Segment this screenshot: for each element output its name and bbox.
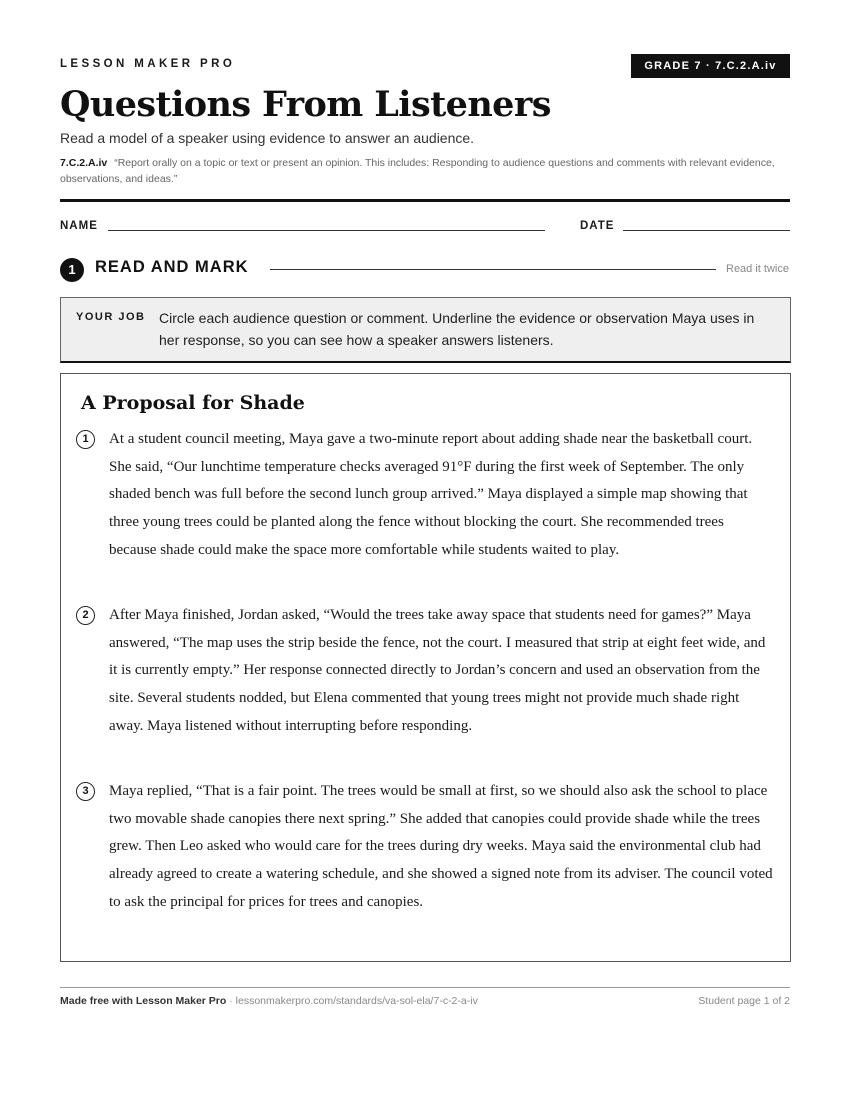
grade-badge: GRADE 7 · 7.C.2.A.iv	[631, 54, 790, 78]
standard-text: “Report orally on a topic or text or present an opinion. This includes: Responding to audience questions and comments with relevant evidence, observations, and ideas.”	[60, 157, 775, 185]
page-title: Questions From Listeners	[60, 84, 551, 125]
paragraph-number-2: 2	[76, 606, 95, 625]
passage-box	[60, 373, 791, 962]
section-number-badge: 1	[60, 258, 84, 282]
paragraph-3: Maya replied, “That is a fair point. The trees would be small at first, so we should also ask the school to place two movable shade canopies there next spring.” She added that canopies could provide shade while the trees grew. Then Leo asked who would care for the trees during dry weeks. Maya said the environmental club had already agreed to create a watering schedule, and she showed a signed note from its adviser. The council voted to ask the principal for prices for trees and canopies.	[109, 783, 773, 910]
footer-divider	[60, 987, 790, 988]
name-field[interactable]	[108, 230, 545, 231]
date-label: DATE	[580, 220, 615, 232]
footer-made-with: Made free with Lesson Maker Pro	[60, 995, 227, 1007]
name-label: NAME	[60, 220, 98, 232]
passage-title: A Proposal for Shade	[81, 392, 305, 414]
footer-page-number: Student page 1 of 2	[698, 995, 790, 1007]
date-field[interactable]	[623, 230, 790, 231]
paragraph-1: At a student council meeting, Maya gave a two-minute report about adding shade near the basketball court. She said, “Our lunchtime temperature checks averaged 91°F during the first week of September. The only shaded bench was full before the second lunch group arrived.” Maya displayed a simple map showing that three young trees could be planted along the fence without blocking the court. She recommended trees because shade could make the space more comfortable while students waited to play.	[109, 431, 753, 558]
section-rule	[270, 269, 716, 270]
footer-credit	[60, 995, 478, 1007]
your-job-box	[60, 297, 791, 363]
paragraph-2: After Maya finished, Jordan asked, “Would the trees take away space that students need for games?” Maya answered, “The map uses the strip beside the fence, not the court. I measured that strip at eight feet wide, and it is currently empty.” Her response connected directly to Jordan’s concern and used an observation from the site. Several students nodded, but Elena commented that young trees might not provide much shade right away. Maya listened without interrupting before responding.	[109, 607, 766, 734]
paragraph-number-1: 1	[76, 430, 95, 449]
paragraph-number-3: 3	[76, 782, 95, 801]
standard-code: 7.C.2.A.iv	[60, 157, 108, 169]
brand-name: LESSON MAKER PRO	[60, 58, 236, 70]
standard-description	[60, 155, 795, 187]
footer-url[interactable]: · lessonmakerpro.com/standards/va-sol-ela/7-c-2-a-iv	[226, 995, 478, 1007]
page-subtitle: Read a model of a speaker using evidence to answer an audience.	[60, 130, 475, 146]
header-divider	[60, 199, 790, 202]
section-note: Read it twice	[726, 263, 789, 275]
your-job-text: Circle each audience question or comment. Underline the evidence or observation Maya uses in her response, so you can see how a speaker answers listeners.	[159, 310, 755, 348]
section-title: READ AND MARK	[95, 258, 249, 276]
your-job-label: YOUR JOB	[76, 311, 146, 323]
